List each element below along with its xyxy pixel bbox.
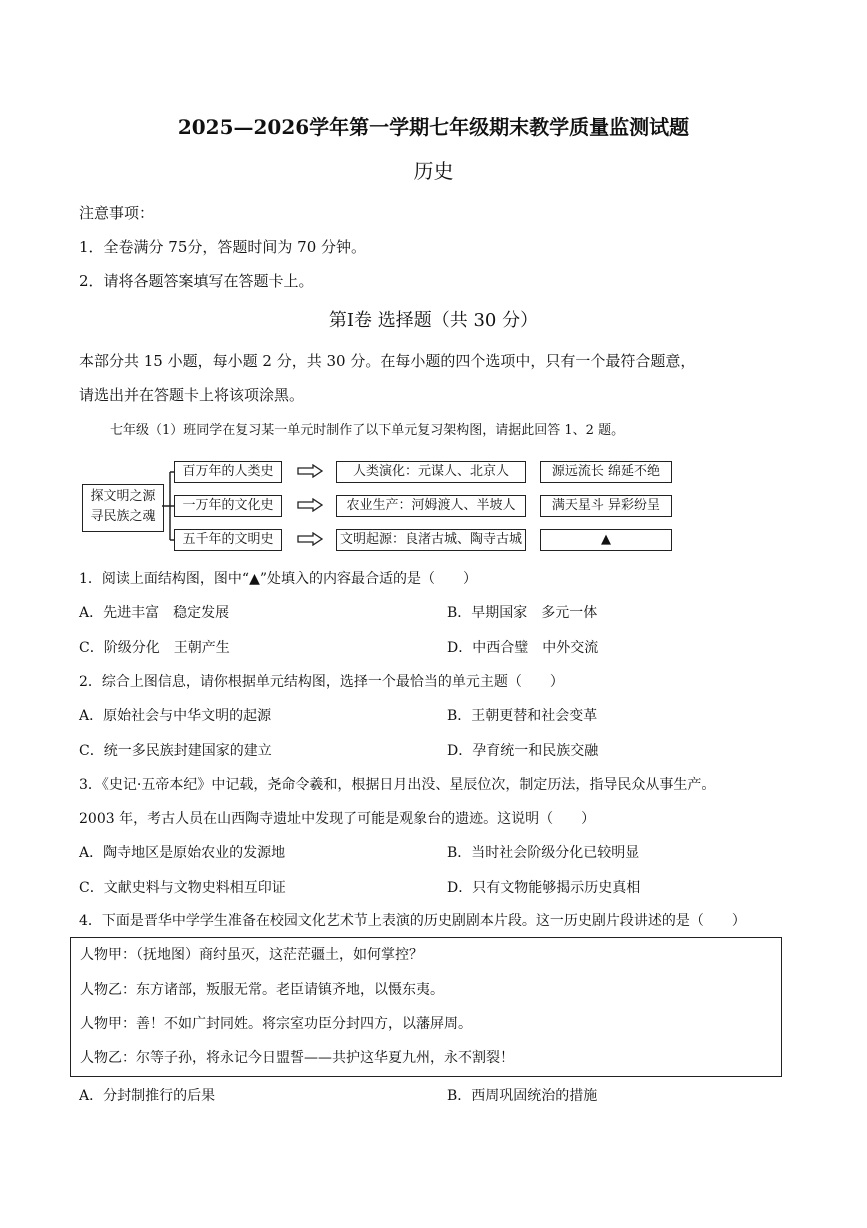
- notice-item-2: 2．请将各题答案填写在答题卡上。: [79, 272, 314, 290]
- notice-item-1: 1．全卷满分 75分，答题时间为 70 分钟。: [79, 238, 367, 256]
- diagram-row1-middle: 人类演化：元谋人、北京人: [336, 461, 526, 483]
- diagram-row1-right: 源远流长 绵延不绝: [540, 461, 672, 483]
- q1-option-b: B．早期国家 多元一体: [447, 605, 598, 621]
- notice-label: 注意事项：: [79, 204, 155, 222]
- q2-option-c: C．统一多民族封建国家的建立: [79, 743, 272, 759]
- question-4-stem: 4．下面是晋华中学学生准备在校园文化艺术节上表演的历史剧剧本片段。这一历史剧片段讲述的是（ ）: [79, 913, 746, 929]
- subject-title: 历史: [413, 159, 454, 183]
- diagram-root-box: [82, 484, 164, 532]
- q3-option-b: B．当时社会阶级分化已较明显: [447, 845, 640, 861]
- q1-option-a: A．先进丰富 稳定发展: [79, 605, 230, 621]
- script-line-4: 人物乙：尔等子孙，将永记今日盟誓——共护这华夏九州，永不割裂！: [80, 1050, 514, 1066]
- diagram-row2-left: 一万年的文化史: [174, 495, 282, 517]
- diagram-root-line1: 探文明之源: [90, 489, 156, 504]
- q3-option-c: C．文献史料与文物史料相互印证: [79, 880, 286, 896]
- material-intro: 七年级（1）班同学在复习某一单元时制作了以下单元复习架构图，请据此回答 1、2 题。: [110, 423, 625, 438]
- diagram-row3-right-blank: ▲: [540, 529, 672, 551]
- section-title: 第Ⅰ卷 选择题（共 30 分）: [328, 310, 539, 331]
- diagram-row1-left: 百万年的人类史: [174, 461, 282, 483]
- question-3-stem-line1: 3．《史记·五帝本纪》中记载，尧命令羲和，根据日月出没、星辰位次，制定历法，指导民众从事生产。: [79, 777, 716, 793]
- section-intro-line1: 本部分共 15 小题，每小题 2 分，共 30 分。在每小题的四个选项中，只有一个最符合题意，: [79, 352, 696, 370]
- diagram-root-line2: 寻民族之魂: [90, 509, 156, 524]
- script-line-1: 人物甲：（抚地图）商纣虽灭，这茫茫疆土，如何掌控？: [80, 947, 423, 963]
- script-line-2: 人物乙：东方诸部，叛服无常。老臣请镇齐地，以慑东夷。: [80, 982, 444, 998]
- q2-option-d: D．孕育统一和民族交融: [447, 743, 599, 759]
- q1-option-d: D．中西合璧 中外交流: [447, 640, 599, 656]
- exam-title: 2025—2026学年第一学期七年级期末教学质量监测试题: [177, 115, 690, 139]
- q2-option-b: B．王朝更替和社会变革: [447, 708, 598, 724]
- q4-option-b: B．西周巩固统治的措施: [447, 1088, 598, 1104]
- script-line-3: 人物甲：善！不如广封同姓。将宗室功臣分封四方，以藩屏周。: [80, 1016, 472, 1032]
- arrow-right-icon: [297, 532, 323, 546]
- diagram-row3-left: 五千年的文明史: [174, 529, 282, 551]
- question-2-stem: 2．综合上图信息，请你根据单元结构图，选择一个最恰当的单元主题（ ）: [79, 674, 564, 690]
- q3-option-a: A．陶寺地区是原始农业的发源地: [79, 845, 286, 861]
- section-intro-line2: 请选出并在答题卡上将该项涂黑。: [79, 386, 305, 404]
- arrow-right-icon: [297, 464, 323, 478]
- diagram-row3-middle: 文明起源：良渚古城、陶寺古城: [336, 529, 526, 551]
- q1-option-c: C．阶级分化 王朝产生: [79, 640, 230, 656]
- q2-option-a: A．原始社会与中华文明的起源: [79, 708, 272, 724]
- question-3-stem-line2: 2003 年，考古人员在山西陶寺遗址中发现了可能是观象台的遗迹。这说明（ ）: [79, 811, 596, 827]
- question-1-stem: 1．阅读上面结构图，图中“▲”处填入的内容最合适的是（ ）: [79, 571, 477, 587]
- arrow-right-icon: [297, 498, 323, 512]
- diagram-row2-middle: 农业生产：河姆渡人、半坡人: [336, 495, 526, 517]
- q4-option-a: A．分封制推行的后果: [79, 1088, 216, 1104]
- diagram-row2-right: 满天星斗 异彩纷呈: [540, 495, 672, 517]
- q3-option-d: D．只有文物能够揭示历史真相: [447, 880, 641, 896]
